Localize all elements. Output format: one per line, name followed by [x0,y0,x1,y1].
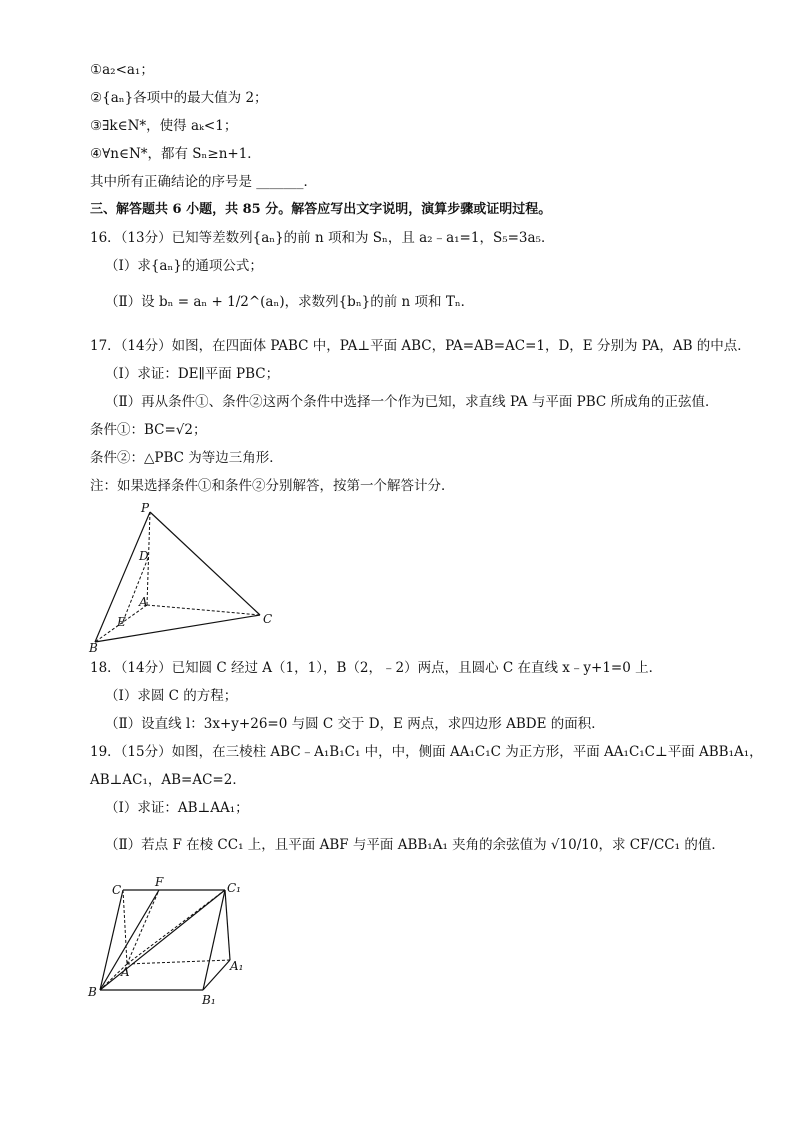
label-P: P [141,501,150,515]
item-4: ④∀n∈N*，都有 Sₙ≥n+1． [90,146,261,162]
label-E: E [117,615,126,629]
q16-part2: （Ⅱ）设 bₙ = aₙ + 1/2^(aₙ)，求数列{bₙ}的前 n 项和 Tₙ． [105,294,475,310]
label-C1: C₁ [227,881,241,895]
q16-part1: （Ⅰ）求{aₙ}的通项公式； [105,258,263,274]
label-F: F [155,875,164,889]
label-A: A [121,965,130,979]
q17-part1: （Ⅰ）求证：DE∥平面 PBC； [105,366,280,382]
q17-condition2: 条件②：△PBC 为等边三角形． [90,450,283,466]
item-1: ①a₂<a₁； [90,62,154,78]
label-B1: B₁ [202,993,216,1007]
q17-part2: （Ⅱ）再从条件①、条件②这两个条件中选择一个作为已知，求直线 PA 与平面 PBC 所成角的正弦值． [105,394,719,410]
q18-stem: 18．（14分）已知圆 C 经过 A（1，1），B（2，﹣2）两点，且圆心 C 在直线 x﹣y+1=0 上． [90,660,663,676]
label-C: C [112,883,122,897]
q17-note: 注：如果选择条件①和条件②分别解答，按第一个解答计分． [90,478,455,494]
label-B: B [89,641,98,655]
q19-stem-line2: AB⊥AC₁，AB=AC=2． [90,772,246,788]
label-A1: A₁ [230,959,244,973]
label-D: D [139,549,149,563]
section-3-heading: 三、解答题共 6 小题，共 85 分。解答应写出文字说明，演算步骤或证明过程。 [90,202,552,217]
q19-part2: （Ⅱ）若点 F 在棱 CC₁ 上，且平面 ABF 与平面 ABB₁A₁ 夹角的余弦值为 √10/10，求 CF/CC₁ 的值． [105,837,725,853]
q17-stem: 17．（14分）如图，在四面体 PABC 中，PA⊥平面 ABC，PA=AB=AC=1，D，E 分别为 PA，AB 的中点． [90,338,751,354]
q17-condition1: 条件①：BC=√2； [90,422,207,438]
prism-figure [85,872,255,1011]
q18-part2: （Ⅱ）设直线 l：3x+y+26=0 与圆 C 交于 D，E 两点，求四边形 ABDE 的面积． [105,716,605,732]
answer-blank-line: 其中所有正确结论的序号是 _______． [90,174,318,190]
q16-stem: 16．（13分）已知等差数列{aₙ}的前 n 项和为 Sₙ，且 a₂﹣a₁=1，S₅=3a₅． [90,230,555,246]
item-2: ②{aₙ}各项中的最大值为 2； [90,90,268,106]
label-B: B [88,985,97,999]
q19-part1: （Ⅰ）求证：AB⊥AA₁； [105,800,249,816]
label-C: C [263,612,273,626]
label-A: A [139,595,148,609]
q18-part1: （Ⅰ）求圆 C 的方程； [105,688,238,704]
tetrahedron-figure [85,500,285,659]
q19-stem-line1: 19．（15分）如图，在三棱柱 ABC﹣A₁B₁C₁ 中，中，侧面 AA₁C₁C 为正方形，平面 AA₁C₁C⊥平面 ABB₁A₁， [90,744,763,760]
item-3: ③∃k∈N*，使得 aₖ<1； [90,118,238,134]
